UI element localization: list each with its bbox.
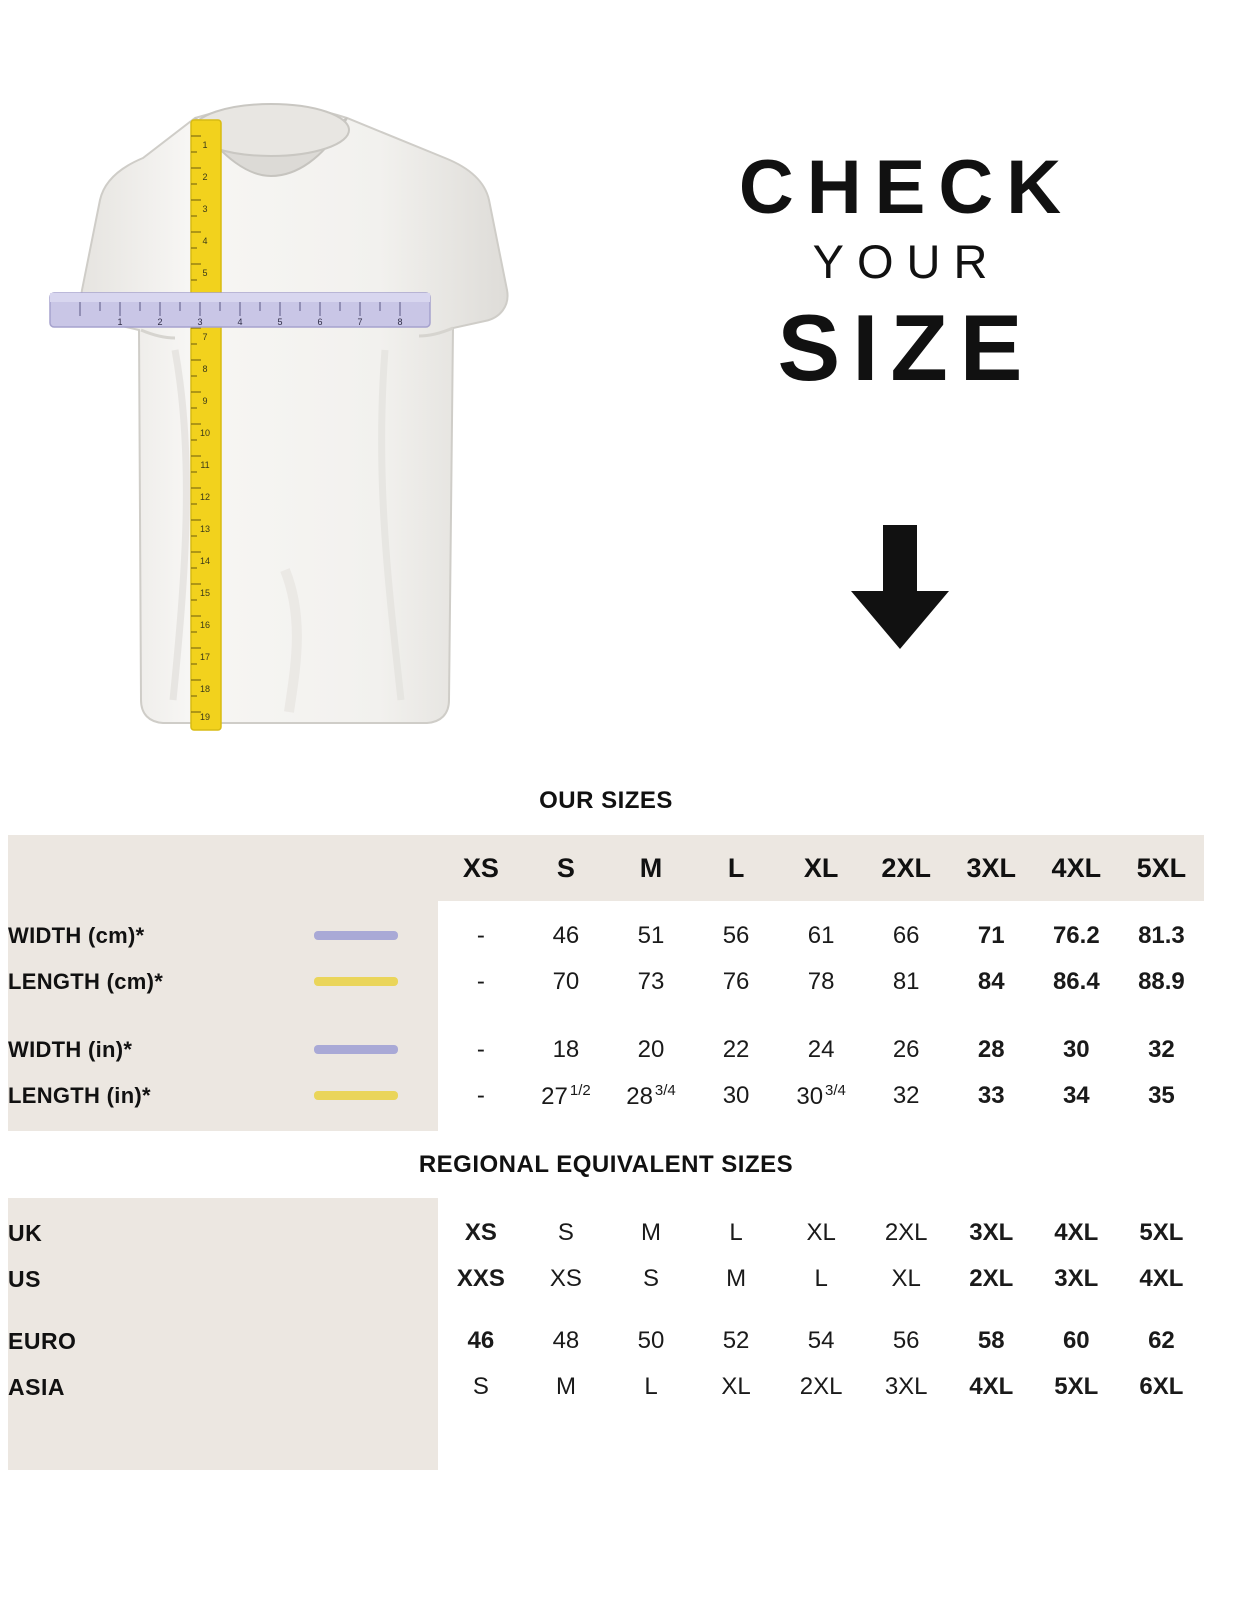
cell-value: 27	[541, 1082, 568, 1110]
headline-block	[600, 145, 1200, 400]
table-pad-row	[8, 901, 1204, 913]
svg-text:6: 6	[317, 317, 323, 327]
cell-uk-3: L	[694, 1210, 779, 1256]
cell-width-cm-2xl: 66	[864, 913, 949, 959]
cell-width-cm-s: 46	[523, 913, 608, 959]
svg-text:2: 2	[157, 317, 163, 327]
cell-width-cm-xl: 61	[779, 913, 864, 959]
cell-length-in-s	[523, 1073, 608, 1119]
cell-length-in-2xl: 32	[864, 1073, 949, 1119]
tshirt-graphic	[45, 100, 525, 740]
cell-us-5: XL	[864, 1256, 949, 1302]
svg-text:9: 9	[202, 396, 208, 406]
row-label-length-cm: LENGTH (cm)*	[8, 959, 308, 1005]
table-gap-row	[8, 1302, 1204, 1318]
cell-length-in-3xl: 33	[949, 1073, 1034, 1119]
col-header-xs: XS	[438, 835, 523, 901]
svg-text:5: 5	[202, 268, 208, 278]
cell-length-cm-xl: 78	[779, 959, 864, 1005]
table-row	[8, 1073, 1204, 1119]
cell-us-1: XS	[523, 1256, 608, 1302]
cell-asia-0: S	[438, 1364, 523, 1410]
cell-uk-8: 5XL	[1119, 1210, 1204, 1256]
cell-width-in-3xl: 28	[949, 1027, 1034, 1073]
cell-uk-7: 4XL	[1034, 1210, 1119, 1256]
cell-us-6: 2XL	[949, 1256, 1034, 1302]
tshirt-illustration	[45, 100, 525, 740]
cell-length-in-xs: -	[438, 1073, 523, 1119]
cell-uk-1: S	[523, 1210, 608, 1256]
cell-asia-6: 4XL	[949, 1364, 1034, 1410]
row-swatch-width-in	[308, 1027, 438, 1073]
row-label-length-in: LENGTH (in)*	[8, 1073, 308, 1119]
row-swatch-length-in	[308, 1073, 438, 1119]
table-row	[8, 1256, 1204, 1302]
our-sizes-title: OUR SIZES	[8, 765, 1204, 835]
cell-width-in-l: 22	[694, 1027, 779, 1073]
cell-length-cm-l: 76	[694, 959, 779, 1005]
row-label-us: US	[8, 1256, 308, 1302]
cell-length-cm-s: 70	[523, 959, 608, 1005]
tape-measure-icon	[191, 120, 221, 730]
cell-euro-1: 48	[523, 1318, 608, 1364]
down-arrow-icon	[845, 525, 955, 650]
cell-length-in-4xl: 34	[1034, 1073, 1119, 1119]
cell-asia-8: 6XL	[1119, 1364, 1204, 1410]
cell-length-cm-5xl: 88.9	[1119, 959, 1204, 1005]
cell-asia-4: 2XL	[779, 1364, 864, 1410]
cell-width-in-xs: -	[438, 1027, 523, 1073]
svg-text:15: 15	[199, 588, 211, 598]
cell-uk-4: XL	[779, 1210, 864, 1256]
row-label-euro: EURO	[8, 1318, 308, 1364]
table-row	[8, 1027, 1204, 1073]
svg-text:2: 2	[202, 172, 208, 182]
row-swatch-uk	[308, 1210, 438, 1256]
cell-width-cm-xs: -	[438, 913, 523, 959]
svg-text:1: 1	[117, 317, 123, 327]
cell-width-cm-m: 51	[608, 913, 693, 959]
cell-us-2: S	[608, 1256, 693, 1302]
hero-section	[0, 0, 1251, 765]
cell-fraction: 3/4	[825, 1081, 846, 1099]
svg-text:14: 14	[199, 556, 211, 566]
cell-length-cm-4xl: 86.4	[1034, 959, 1119, 1005]
cell-width-in-xl: 24	[779, 1027, 864, 1073]
svg-text:10: 10	[199, 428, 211, 438]
table-pad-row	[8, 1198, 1204, 1210]
table-bottom-fill	[8, 1410, 1204, 1470]
cell-length-cm-xs: -	[438, 959, 523, 1005]
row-label-width-in: WIDTH (in)*	[8, 1027, 308, 1073]
table-row	[8, 1318, 1204, 1364]
cell-us-0: XXS	[438, 1256, 523, 1302]
cell-value: 28	[626, 1082, 653, 1110]
cell-euro-7: 60	[1034, 1318, 1119, 1364]
purple-swatch-icon	[314, 1045, 398, 1054]
regional-sizes-table	[8, 1198, 1204, 1470]
cell-uk-0: XS	[438, 1210, 523, 1256]
cell-uk-5: 2XL	[864, 1210, 949, 1256]
table-row	[8, 1364, 1204, 1410]
svg-text:3: 3	[197, 317, 203, 327]
purple-swatch-icon	[314, 931, 398, 940]
cell-width-in-5xl: 32	[1119, 1027, 1204, 1073]
svg-text:4: 4	[237, 317, 243, 327]
size-chart	[8, 765, 1204, 1470]
table-row	[8, 1210, 1204, 1256]
cell-euro-8: 62	[1119, 1318, 1204, 1364]
ruler-icon	[50, 293, 430, 327]
row-swatch-width-cm	[308, 913, 438, 959]
col-header-xl: XL	[779, 835, 864, 901]
table-pad-row	[8, 1119, 1204, 1131]
cell-euro-4: 54	[779, 1318, 864, 1364]
cell-length-in-xl	[779, 1073, 864, 1119]
cell-length-cm-m: 73	[608, 959, 693, 1005]
header-spacer	[8, 835, 308, 901]
cell-width-cm-4xl: 76.2	[1034, 913, 1119, 959]
col-header-5xl: 5XL	[1119, 835, 1204, 901]
cell-fraction: 1/2	[569, 1081, 591, 1099]
cell-us-7: 3XL	[1034, 1256, 1119, 1302]
headline-line-2: YOUR	[812, 235, 1001, 288]
cell-width-in-m: 20	[608, 1027, 693, 1073]
svg-text:12: 12	[199, 492, 211, 502]
cell-length-cm-2xl: 81	[864, 959, 949, 1005]
row-swatch-euro	[308, 1318, 438, 1364]
cell-length-in-5xl: 35	[1119, 1073, 1204, 1119]
svg-text:11: 11	[200, 460, 210, 470]
svg-text:4: 4	[202, 236, 208, 246]
cell-euro-6: 58	[949, 1318, 1034, 1364]
col-header-l: L	[694, 835, 779, 901]
yellow-swatch-icon	[314, 977, 398, 986]
down-arrow-wrapper	[600, 525, 1200, 655]
col-header-2xl: 2XL	[864, 835, 949, 901]
headline-line-1: CHECK	[738, 145, 1075, 230]
row-swatch-length-cm	[308, 959, 438, 1005]
svg-text:5: 5	[277, 317, 283, 327]
cell-uk-6: 3XL	[949, 1210, 1034, 1256]
cell-length-in-m	[608, 1073, 693, 1119]
row-label-asia: ASIA	[8, 1364, 308, 1410]
table-row	[8, 913, 1204, 959]
svg-text:7: 7	[357, 317, 363, 327]
cell-asia-5: 3XL	[864, 1364, 949, 1410]
cell-width-cm-5xl: 81.3	[1119, 913, 1204, 959]
svg-text:8: 8	[202, 364, 208, 374]
table-gap-row	[8, 1005, 1204, 1027]
col-header-4xl: 4XL	[1034, 835, 1119, 901]
col-header-m: M	[608, 835, 693, 901]
cell-euro-5: 56	[864, 1318, 949, 1364]
cell-width-cm-l: 56	[694, 913, 779, 959]
cell-euro-2: 50	[608, 1318, 693, 1364]
row-swatch-us	[308, 1256, 438, 1302]
svg-text:3: 3	[202, 204, 208, 214]
svg-text:8: 8	[397, 317, 403, 327]
headline-line-3: SIZE	[777, 294, 1035, 400]
svg-text:19: 19	[199, 712, 211, 722]
col-header-3xl: 3XL	[949, 835, 1034, 901]
cell-euro-0: 46	[438, 1318, 523, 1364]
svg-text:13: 13	[199, 524, 211, 534]
svg-text:7: 7	[202, 332, 208, 342]
size-header-row	[8, 835, 1204, 901]
row-label-uk: UK	[8, 1210, 308, 1256]
table-row	[8, 959, 1204, 1005]
cell-length-in-l: 30	[694, 1073, 779, 1119]
cell-asia-1: M	[523, 1364, 608, 1410]
cell-uk-2: M	[608, 1210, 693, 1256]
cell-width-in-4xl: 30	[1034, 1027, 1119, 1073]
regional-sizes-title: REGIONAL EQUIVALENT SIZES	[8, 1131, 1204, 1198]
cell-us-4: L	[779, 1256, 864, 1302]
svg-text:17: 17	[199, 652, 211, 662]
cell-width-cm-3xl: 71	[949, 913, 1034, 959]
cell-fraction: 3/4	[654, 1081, 676, 1099]
col-header-s: S	[523, 835, 608, 901]
row-swatch-asia	[308, 1364, 438, 1410]
cell-width-in-s: 18	[523, 1027, 608, 1073]
cell-euro-3: 52	[694, 1318, 779, 1364]
cell-us-8: 4XL	[1119, 1256, 1204, 1302]
svg-text:16: 16	[199, 620, 211, 630]
cell-asia-2: L	[608, 1364, 693, 1410]
svg-text:18: 18	[199, 684, 211, 694]
cell-asia-3: XL	[694, 1364, 779, 1410]
svg-text:1: 1	[202, 140, 208, 150]
cell-asia-7: 5XL	[1034, 1364, 1119, 1410]
cell-value: 30	[796, 1082, 824, 1110]
our-sizes-table	[8, 835, 1204, 1131]
cell-length-cm-3xl: 84	[949, 959, 1034, 1005]
yellow-swatch-icon	[314, 1091, 398, 1100]
header-swatch-spacer	[308, 835, 438, 901]
cell-width-in-2xl: 26	[864, 1027, 949, 1073]
row-label-width-cm: WIDTH (cm)*	[8, 913, 308, 959]
cell-us-3: M	[694, 1256, 779, 1302]
